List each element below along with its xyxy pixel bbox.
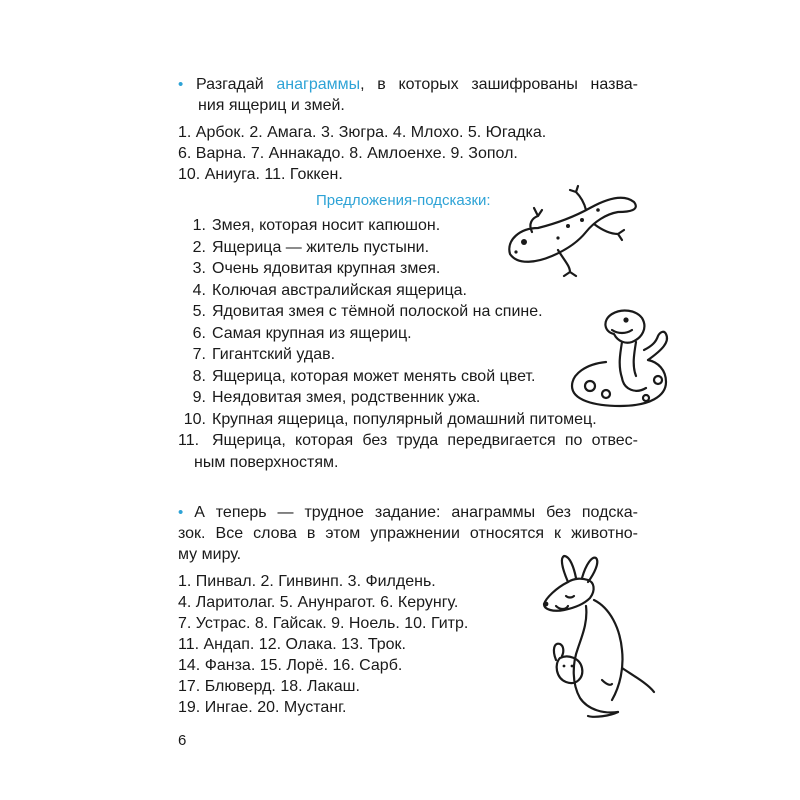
hint-item: 9. Неядовитая змея, родственник ужа. xyxy=(192,389,481,406)
task2-anagram-line: 4. Ларитолаг. 5. Анунрагот. 6. Керунгу. xyxy=(178,594,459,611)
task2-anagram-line: 11. Андап. 12. Олака. 13. Трок. xyxy=(178,636,406,653)
task2-intro-line2: зок. Все слова в этом упражнении относятся к животно- xyxy=(178,525,638,542)
task2-intro-line3: му миру. xyxy=(178,546,242,563)
task1-intro-line2: ния ящериц и змей. xyxy=(198,97,345,114)
snake-illustration xyxy=(566,302,676,412)
task1-intro xyxy=(178,74,638,116)
hint-item: 11. Ящерица, которая без труда передвигается по отвес- ным поверхностям. xyxy=(178,430,638,473)
page-number: 6 xyxy=(178,732,187,749)
bullet-icon: • xyxy=(178,504,184,521)
lizard-illustration xyxy=(498,180,648,280)
task1-anagram-line: 6. Варна. 7. Аннакадо. 8. Амлоенхе. 9. Зопол. xyxy=(178,145,518,162)
hint-item: 3. Очень ядовитая крупная змея. xyxy=(192,260,441,277)
hint-item: 4. Колючая австралийская ящерица. xyxy=(192,281,467,299)
task1-anagram-list xyxy=(178,122,546,185)
anagram-link[interactable]: анаграммы xyxy=(276,76,361,93)
hint-item: 7. Гигантский удав. xyxy=(192,346,336,363)
task1-anagram-line: 10. Аниуга. 11. Гоккен. xyxy=(178,166,343,183)
task2-anagram-line: 19. Ингае. 20. Мустанг. xyxy=(178,699,347,716)
hints-title: Предложения-подсказки: xyxy=(316,192,491,209)
task2-intro-line1: • А теперь — трудное задание: анаграммы без подска- xyxy=(178,504,638,521)
task1-intro-after: , в которых зашифрованы назва- xyxy=(360,76,638,93)
task2-anagram-list xyxy=(178,571,468,718)
task2-anagram-line: 7. Устрас. 8. Гайсак. 9. Ноель. 10. Гитр. xyxy=(178,615,469,632)
hint-item: 5. Ядовитая змея с тёмной полоской на спине. xyxy=(192,303,543,320)
bullet-icon: • xyxy=(178,76,184,93)
task2-anagram-line: 1. Пинвал. 2. Гинвинп. 3. Филдень. xyxy=(178,573,436,590)
kangaroo-illustration xyxy=(538,552,658,722)
task2-anagram-line: 17. Блюверд. 18. Лакаш. xyxy=(178,678,360,695)
hint-item: 6. Самая крупная из ящериц. xyxy=(192,324,412,342)
task2-anagram-line: 14. Фанза. 15. Лорё. 16. Сарб. xyxy=(178,657,403,674)
task1-intro-line1 xyxy=(178,74,638,95)
hint-item: 2. Ящерица — житель пустыни. xyxy=(192,238,430,256)
hint-item: 10. Крупная ящерица, популярный домашний питомец. xyxy=(183,410,597,428)
task1-anagram-line: 1. Арбок. 2. Амага. 3. Зюгра. 4. Млохо. 5. Югадка. xyxy=(178,124,547,141)
task1-intro-before: Разгадай xyxy=(195,76,264,93)
hint-item: 8. Ящерица, которая может менять свой цвет. xyxy=(192,367,536,385)
hint-item-continuation: ным поверхностям. xyxy=(194,453,339,471)
hint-item: 1. Змея, которая носит капюшон. xyxy=(192,217,441,234)
